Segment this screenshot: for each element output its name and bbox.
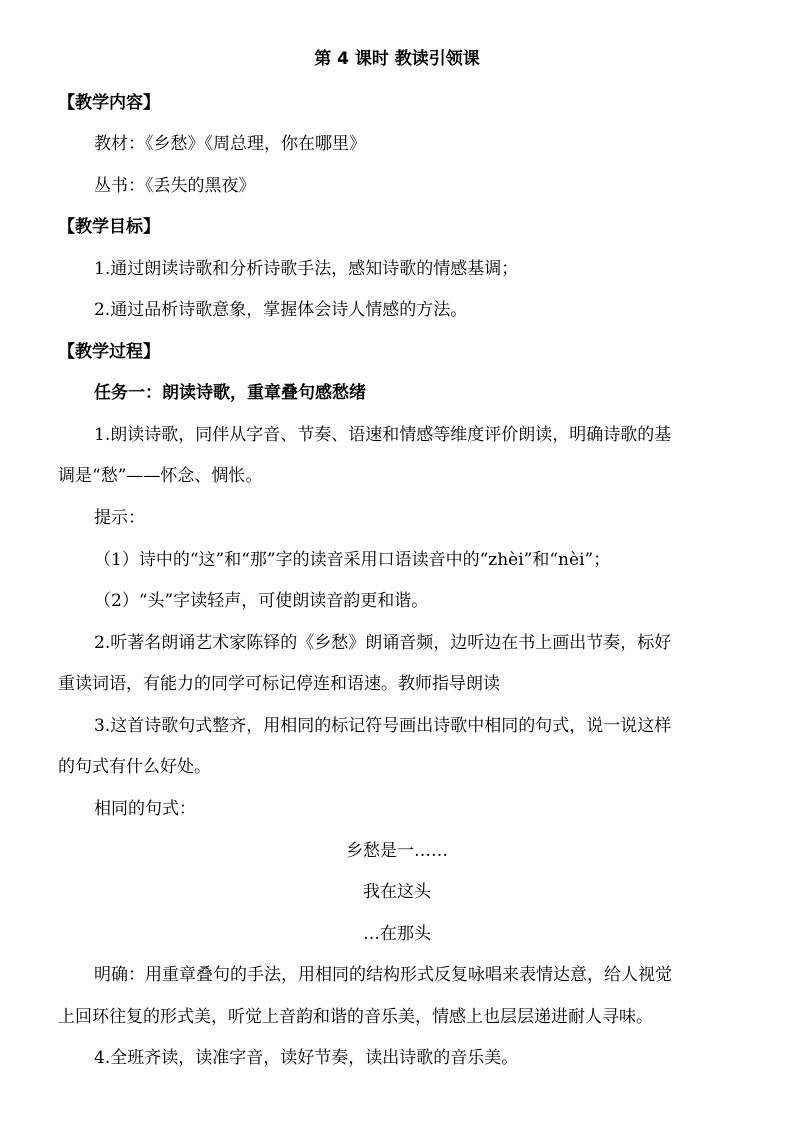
goal-1: 1.通过朗读诗歌和分析诗歌手法，感知诗歌的情感基调； [94,259,519,279]
clarify-line-1: 明确：用重章叠句的手法，用相同的结构形式反复咏唱来表情达意，给人视觉 [94,965,672,985]
pattern-1: 乡愁是一…… [346,841,448,861]
same-pattern-label: 相同的句式： [94,799,196,819]
step-2-line-2: 重读词语，有能力的同学可标记停连和语速。教师指导朗读 [58,674,500,694]
tip-label: 提示： [94,508,145,528]
page-title: 第 4 课时 教读引领课 [314,49,480,69]
tip-1: （1）诗中的“这”和“那”字的读音采用口语读音中的“zhèi”和“nèi”； [94,550,611,570]
pattern-2: 我在这头 [363,882,431,902]
pattern-3: …在那头 [363,924,431,944]
section-heading-content: 【教学内容】 [58,93,160,113]
section-heading-process: 【教学过程】 [58,342,160,362]
step-4: 4.全班齐读，读准字音，读好节奏，读出诗歌的音乐美。 [94,1048,519,1068]
step-3-line-2: 的句式有什么好处。 [58,757,211,777]
series-book-line: 丛书：《丢失的黑夜》 [94,176,256,196]
textbook-line: 教材：《乡愁》《周总理，你在哪里》 [94,134,366,154]
step-2-line-1: 2.听著名朗诵艺术家陈铎的《乡愁》朗诵音频，边听边在书上画出节奏，标好 [94,633,672,653]
step-3-line-1: 3.这首诗歌句式整齐，用相同的标记符号画出诗歌中相同的句式，说一说这样 [94,716,672,736]
step-1-line-2: 调是“愁”——怀念、惆怅。 [58,466,263,486]
section-heading-goals: 【教学目标】 [58,217,160,237]
tip-2: （2）“头”字读轻声，可使朗读音韵更和谐。 [94,591,429,611]
step-1-line-1: 1.朗读诗歌，同伴从字音、节奏、语速和情感等维度评价朗读，明确诗歌的基 [94,425,672,445]
goal-2: 2.通过品析诗歌意象，掌握体会诗人情感的方法。 [94,300,468,320]
clarify-line-2: 上回环往复的形式美，听觉上音韵和谐的音乐美，情感上也层层递进耐人寻味。 [58,1007,653,1027]
task-1-heading: 任务一：朗读诗歌，重章叠句感愁绪 [94,383,366,403]
